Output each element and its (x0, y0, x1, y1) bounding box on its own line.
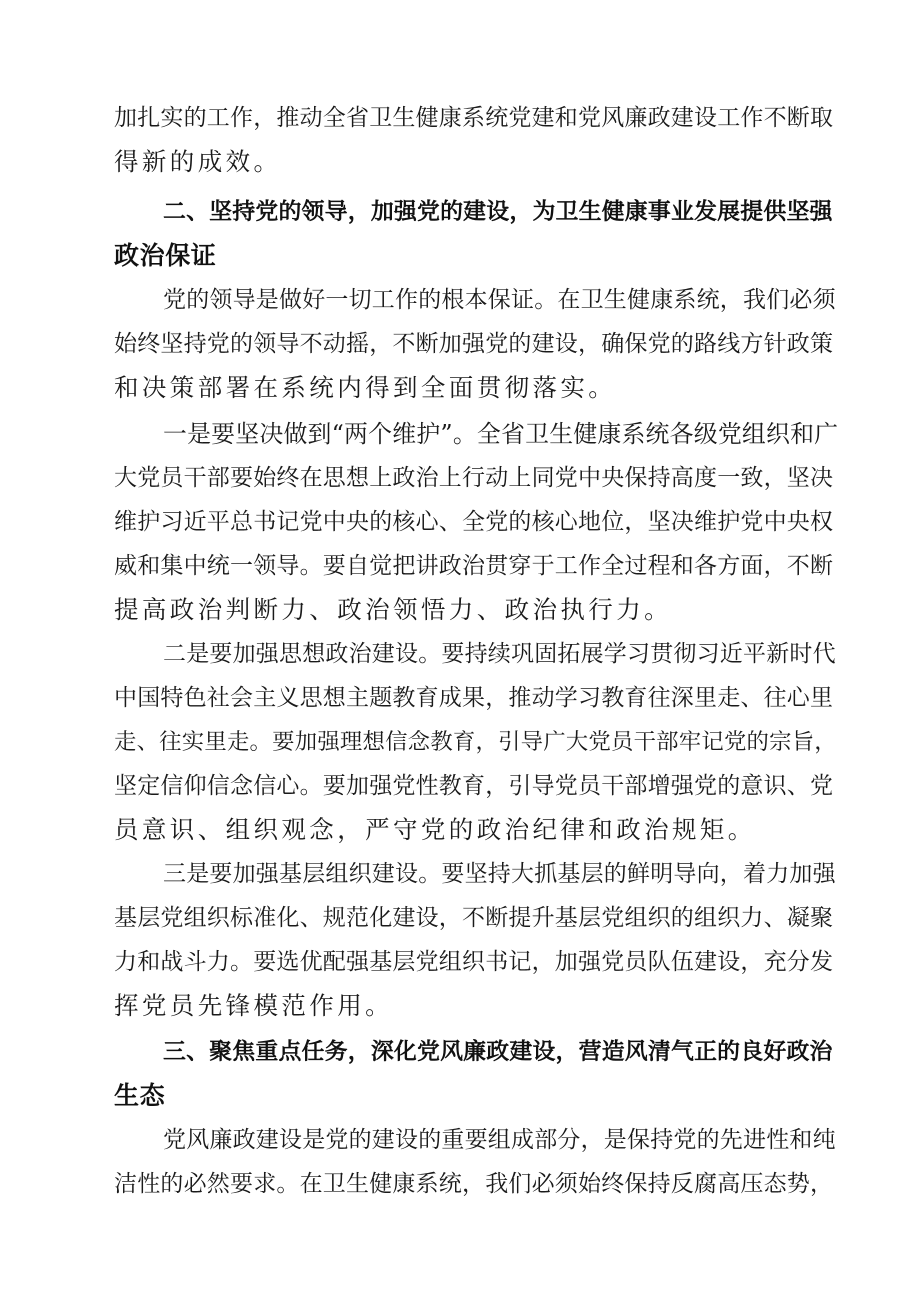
section-heading: 政治保证 (114, 241, 217, 270)
paragraph-line: 大党员干部要始终在思想上政治上行动上同党中央保持高度一致，坚决 (114, 465, 834, 491)
paragraph-line: 和决策部署在系统内得到全面贯彻落实。 (114, 373, 617, 402)
paragraph-line: 挥党员先锋模范作用。 (114, 991, 393, 1020)
paragraph-line: 坚定信仰信念信心。要加强党性教育，引导党员干部增强党的意识、党 (114, 773, 834, 799)
paragraph-line: 提高政治判断力、政治领悟力、政治执行力。 (114, 595, 672, 624)
paragraph-line: 维护习近平总书记党中央的核心、全党的核心地位，坚决维护党中央权 (114, 509, 834, 535)
paragraph-line: 得新的成效。 (114, 147, 282, 176)
paragraph-line: 一是要坚决做到“两个维护”。全省卫生健康系统各级党组织和广 (163, 420, 839, 448)
paragraph-line: 走、往实里走。要加强理想信念教育，引导广大党员干部牢记党的宗旨， (114, 729, 837, 755)
paragraph-line: 洁性的必然要求。在卫生健康系统，我们必须始终保持反腐高压态势， (114, 1171, 834, 1197)
paragraph-line: 力和战斗力。要选优配强基层党组织书记，加强党员队伍建设，充分发 (114, 949, 834, 975)
paragraph-line: 中国特色社会主义思想主题教育成果，推动学习教育往深里走、往心里 (114, 685, 834, 711)
paragraph-line: 党的领导是做好一切工作的根本保证。在卫生健康系统，我们必须 (163, 287, 836, 313)
section-heading: 二、坚持党的领导，加强党的建设，为卫生健康事业发展提供坚强 (163, 199, 833, 225)
paragraph-line: 员意识、组织观念，严守党的政治纪律和政治规矩。 (114, 815, 756, 844)
paragraph-line: 三是要加强基层组织建设。要坚持大抓基层的鲜明导向，着力加强 (163, 861, 836, 887)
paragraph-line: 加扎实的工作，推动全省卫生健康系统党建和党风廉政建设工作不断取 (114, 105, 834, 131)
section-heading: 三、聚焦重点任务，深化党风廉政建设，营造风清气正的良好政治 (163, 1039, 833, 1065)
section-heading: 生态 (114, 1081, 166, 1110)
paragraph-line: 基层党组织标准化、规范化建设，不断提升基层党组织的组织力、凝聚 (114, 905, 834, 931)
paragraph-line: 党风廉政建设是党的建设的重要组成部分，是保持党的先进性和纯 (163, 1127, 836, 1153)
paragraph-line: 威和集中统一领导。要自觉把讲政治贯穿于工作全过程和各方面，不断 (114, 553, 834, 579)
paragraph-line: 二是要加强思想政治建设。要持续巩固拓展学习贯彻习近平新时代 (163, 641, 836, 667)
paragraph-line: 始终坚持党的领导不动摇，不断加强党的建设，确保党的路线方针政策 (114, 331, 834, 357)
